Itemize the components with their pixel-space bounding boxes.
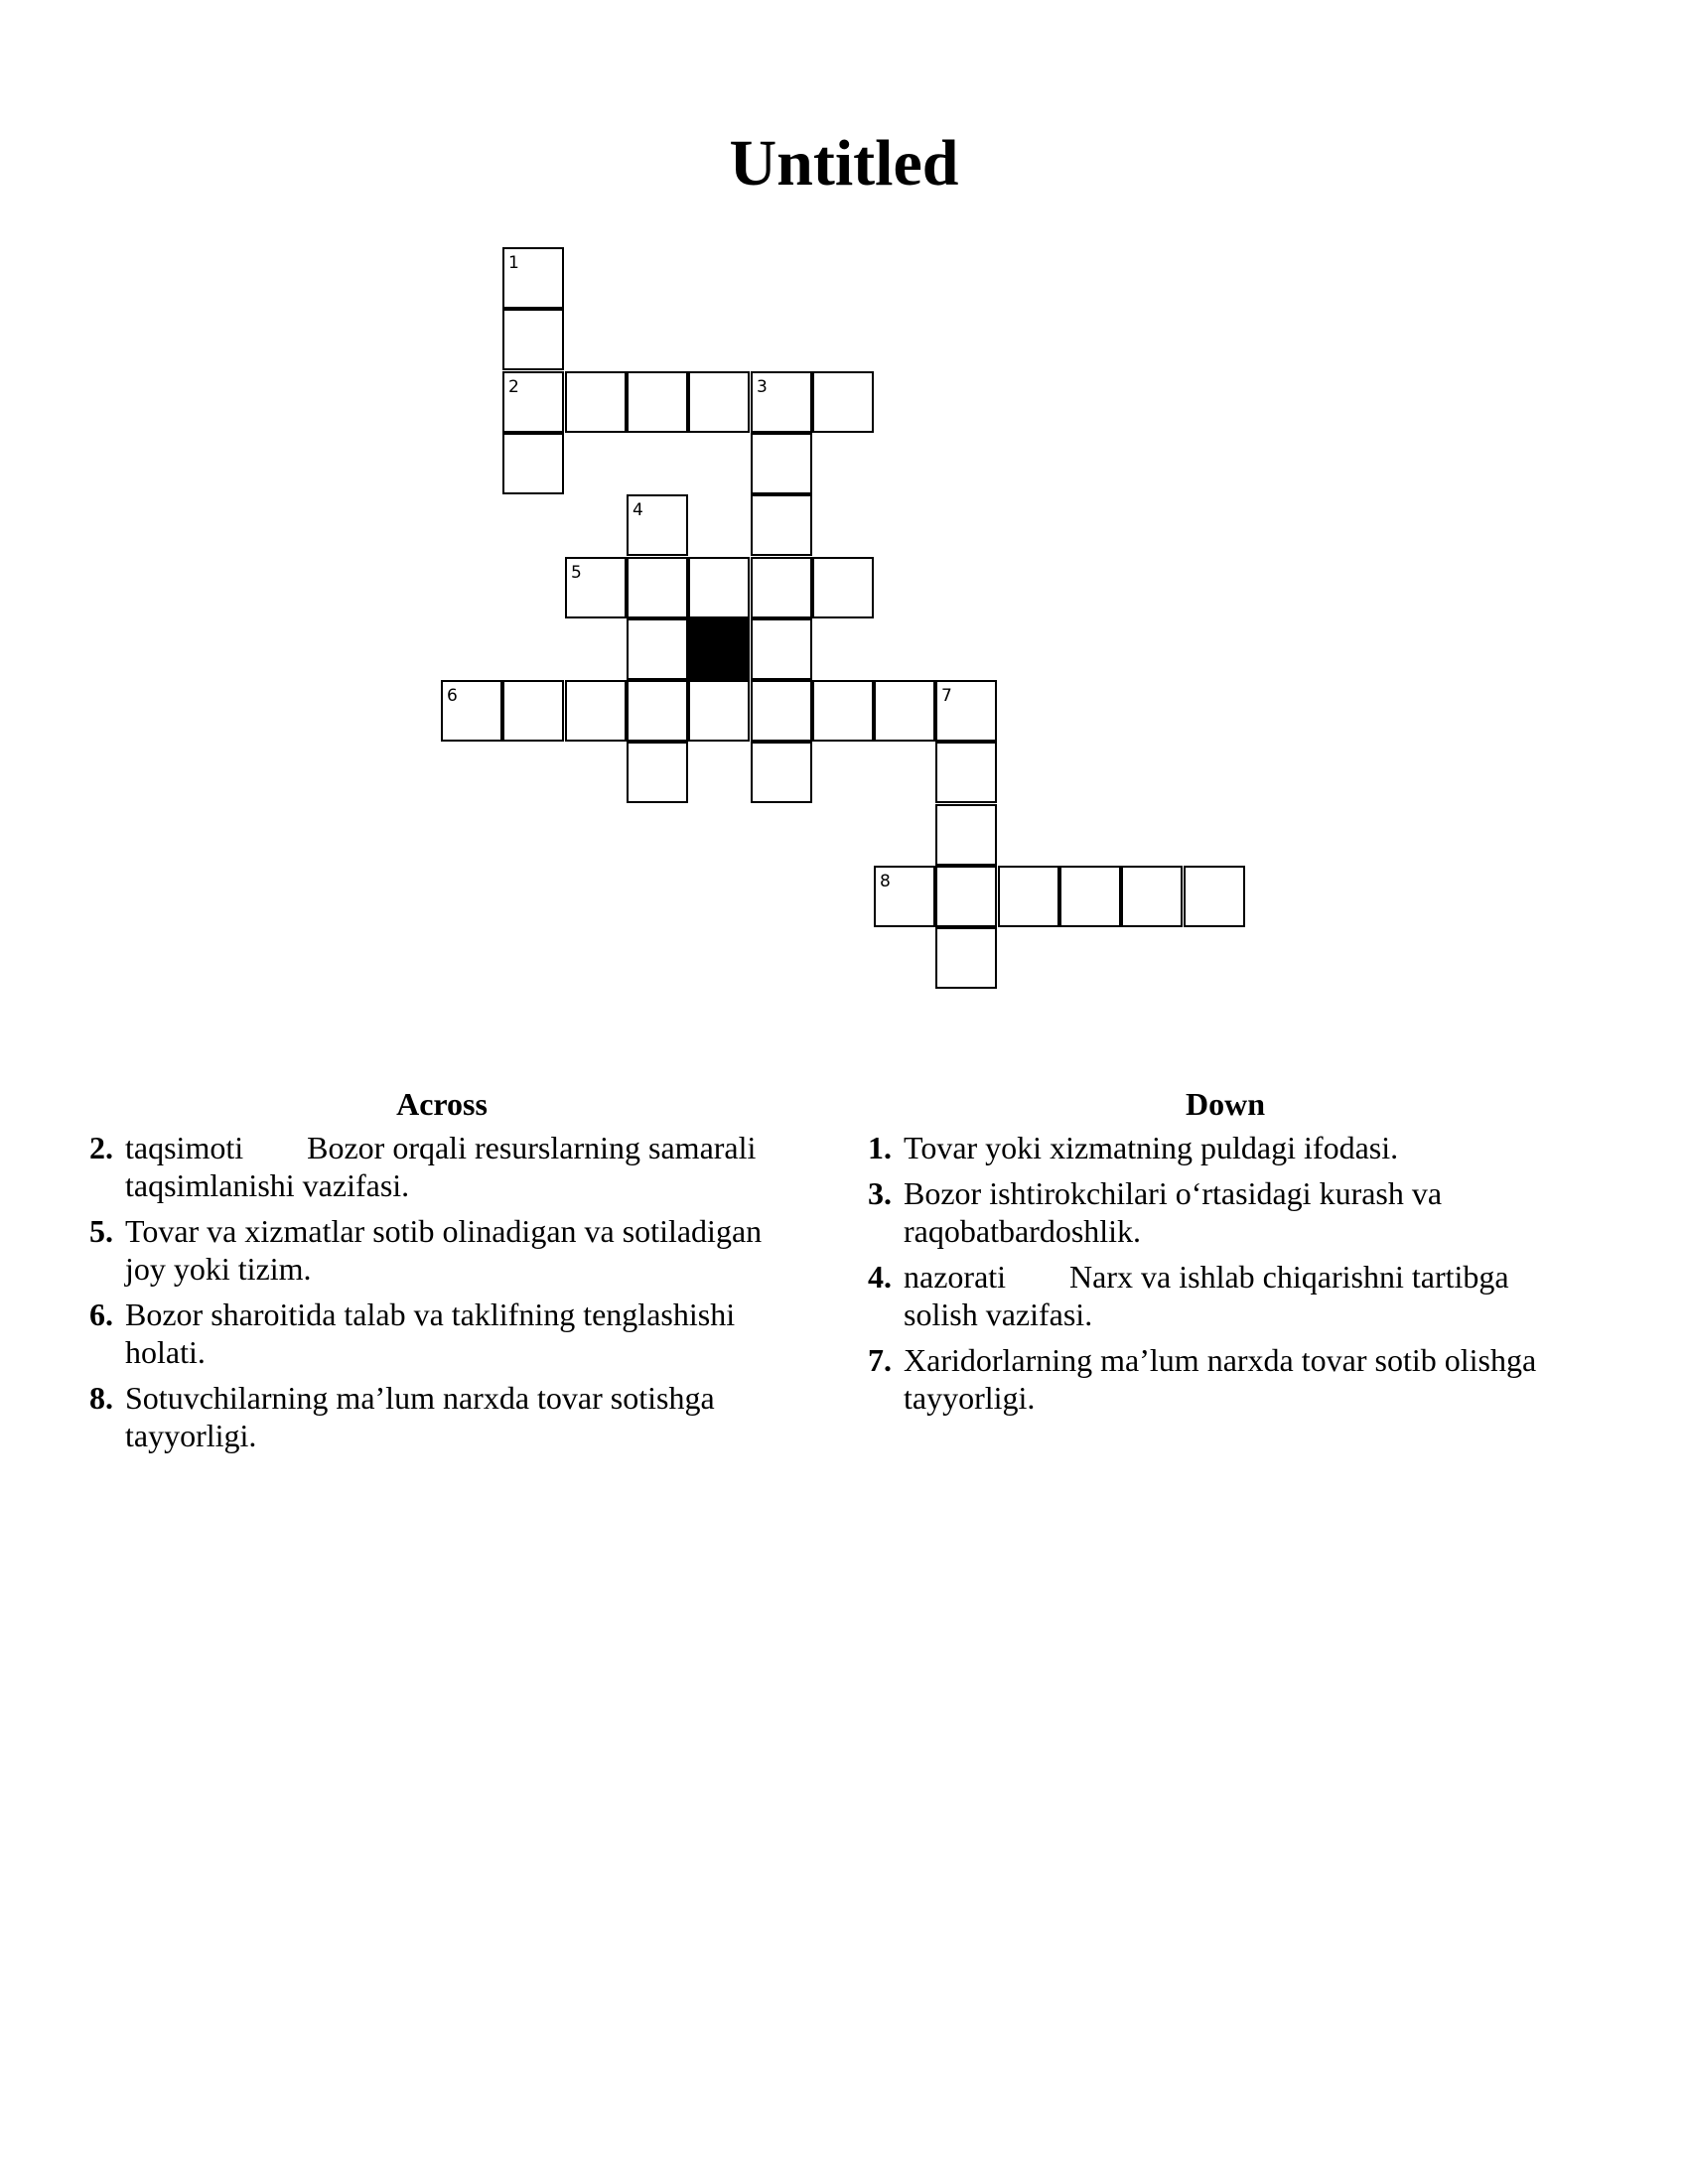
grid-cell[interactable]	[751, 618, 812, 680]
clue-item	[868, 1129, 1583, 1166]
grid-cell[interactable]	[627, 494, 688, 556]
grid-cell[interactable]	[627, 557, 688, 618]
clue-item	[868, 1258, 1583, 1333]
grid-cell[interactable]	[1059, 866, 1121, 927]
across-clue-list	[89, 1129, 794, 1454]
clue-number: 5	[571, 563, 582, 583]
grid-cell[interactable]	[441, 680, 502, 742]
clue-number: 8	[880, 872, 891, 891]
grid-cell[interactable]	[1184, 866, 1245, 927]
clue-text: Bozor orqali resurslarning samarali taqsimlanishi vazifasi.	[125, 1130, 757, 1203]
grid-cell[interactable]	[998, 866, 1059, 927]
grid-cell[interactable]	[935, 804, 997, 866]
down-clues	[868, 1085, 1583, 1425]
grid-cell[interactable]	[935, 927, 997, 989]
grid-cell[interactable]	[812, 557, 874, 618]
grid-cell[interactable]	[627, 618, 688, 680]
page-title: Untitled	[729, 127, 959, 200]
clue-answer-hint: taqsimoti	[125, 1130, 244, 1165]
clue-number: 2.	[89, 1130, 113, 1165]
grid-cell[interactable]	[565, 371, 627, 433]
clue-number: 6	[447, 686, 458, 706]
crossword-grid	[0, 0, 1688, 1042]
grid-cell[interactable]	[502, 680, 564, 742]
clue-item	[868, 1174, 1583, 1250]
grid-cell[interactable]	[502, 247, 564, 309]
clue-text: Bozor sharoitida talab va taklifning tenglashishi holati.	[125, 1297, 736, 1370]
clue-item	[89, 1212, 794, 1288]
clue-number: 8.	[89, 1380, 113, 1416]
black-square	[688, 618, 750, 680]
grid-cell[interactable]	[935, 742, 997, 803]
grid-cell[interactable]	[874, 866, 935, 927]
clue-text: Narx va ishlab chiqarishni tartibga solish vazifasi.	[904, 1259, 1509, 1332]
grid-cell[interactable]	[751, 371, 812, 433]
grid-cell[interactable]	[565, 680, 627, 742]
grid-cell[interactable]	[688, 557, 750, 618]
clue-number: 7	[941, 686, 952, 706]
grid-cell[interactable]	[751, 557, 812, 618]
across-heading: Across	[396, 1086, 488, 1122]
grid-cell[interactable]	[812, 371, 874, 433]
grid-cell[interactable]	[502, 371, 564, 433]
grid-cell[interactable]	[565, 557, 627, 618]
clue-number: 3	[757, 377, 768, 397]
clue-text: Xaridorlarning ma’lum narxda tovar sotib olishga tayyorligi.	[904, 1342, 1537, 1416]
clue-item	[868, 1341, 1583, 1417]
down-clue-list	[868, 1129, 1583, 1417]
clue-number: 4	[633, 500, 643, 520]
grid-cell[interactable]	[751, 494, 812, 556]
grid-cell[interactable]	[627, 680, 688, 742]
clue-answer-hint: nazorati	[904, 1259, 1007, 1295]
clue-number: 7.	[868, 1342, 892, 1378]
clue-item	[89, 1379, 794, 1454]
clue-number: 2	[508, 377, 519, 397]
clue-number: 4.	[868, 1259, 892, 1295]
grid-cell[interactable]	[751, 433, 812, 494]
clue-item	[89, 1129, 794, 1204]
grid-cell[interactable]	[812, 680, 874, 742]
grid-cell[interactable]	[688, 371, 750, 433]
clue-number: 1.	[868, 1130, 892, 1165]
grid-cell[interactable]	[1121, 866, 1183, 927]
clue-text: Tovar va xizmatlar sotib olinadigan va sotiladigan joy yoki tizim.	[125, 1213, 763, 1287]
grid-cell[interactable]	[627, 371, 688, 433]
clue-number: 5.	[89, 1213, 113, 1249]
grid-cell[interactable]	[627, 742, 688, 803]
grid-cell[interactable]	[874, 680, 935, 742]
grid-cell[interactable]	[935, 680, 997, 742]
grid-cell[interactable]	[502, 309, 564, 370]
grid-cell[interactable]	[751, 680, 812, 742]
clue-number: 6.	[89, 1297, 113, 1332]
grid-cell[interactable]	[751, 742, 812, 803]
clue-number: 3.	[868, 1175, 892, 1211]
grid-cell[interactable]	[502, 433, 564, 494]
grid-cell[interactable]	[688, 680, 750, 742]
clue-number: 1	[508, 253, 519, 273]
clue-text: Tovar yoki xizmatning puldagi ifodasi.	[904, 1130, 1399, 1165]
clue-item	[89, 1296, 794, 1371]
grid-cell[interactable]	[935, 866, 997, 927]
down-heading: Down	[1185, 1086, 1265, 1122]
across-clues	[89, 1085, 794, 1462]
clue-text: Bozor ishtirokchilari o‘rtasidagi kurash va raqobatbardoshlik.	[904, 1175, 1443, 1249]
clue-text: Sotuvchilarning ma’lum narxda tovar sotishga tayyorligi.	[125, 1380, 715, 1453]
